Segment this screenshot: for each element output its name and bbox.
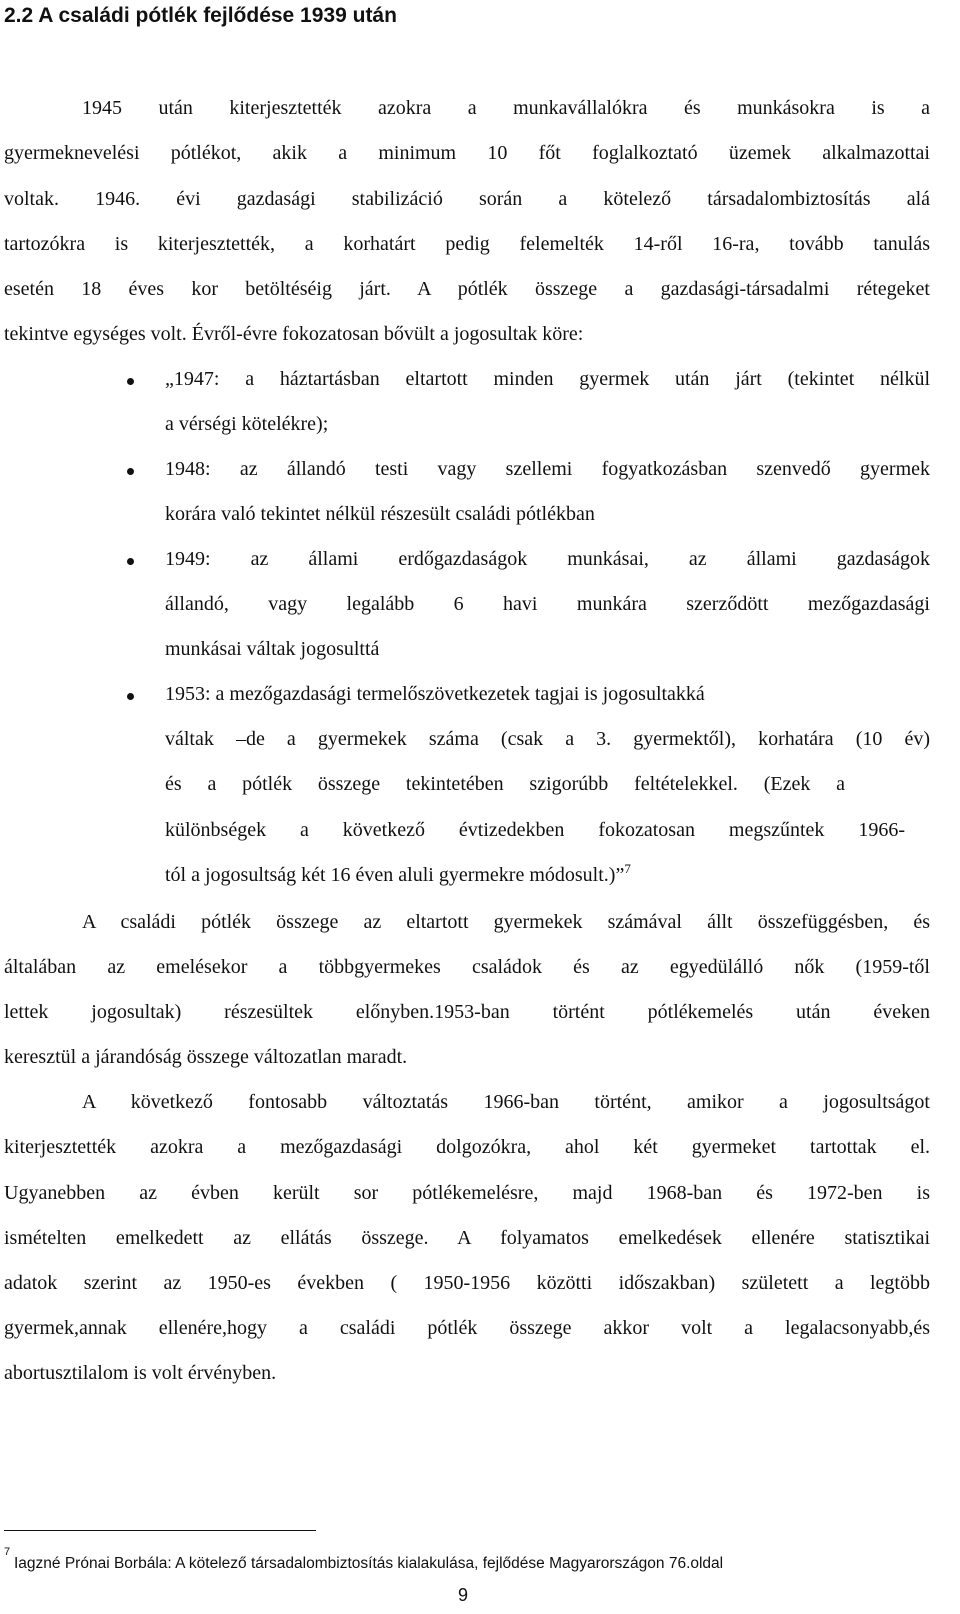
text-line: gyermeknevelési pótlékot, akik a minimum 10 főt foglalkoztató üzemek alkalmazottai — [4, 142, 930, 164]
list-item-line — [165, 863, 631, 887]
text-line: ismételten emelkedett az ellátás összege. A folyamatos emelkedések ellenére statisztikai — [4, 1227, 930, 1249]
list-item-line: különbségek a következő évtizedekben fokozatosan megszűntek 1966- — [165, 819, 905, 841]
text-line: általában az emelésekor a többgyermekes családok és az egyedülálló nők (1959-től — [4, 956, 930, 978]
text-line: keresztül a járandóság összege változatlan maradt. — [4, 1046, 408, 1068]
text-line: Ugyanebben az évben került sor pótlékemelésre, majd 1968-ban és 1972-ben is — [4, 1182, 930, 1204]
page-number: 9 — [458, 1585, 469, 1605]
text-line: A családi pótlék összege az eltartott gyermekek számával állt összefüggésben, és — [82, 911, 930, 933]
list-item-line: állandó, vagy legalább 6 havi munkára szerződött mezőgazdasági — [165, 593, 930, 615]
bullet-icon — [127, 558, 134, 565]
list-item-line: 1949: az állami erdőgazdaságok munkásai, az állami gazdaságok — [165, 548, 930, 570]
text-line: tekintve egységes volt. Évről-évre fokozatosan bővült a jogosultak köre: — [4, 323, 584, 345]
footnote-text: Iagzné Prónai Borbála: A kötelező társadalombiztosítás kialakulása, fejlődése Magyarországon 76.oldal — [14, 1555, 724, 1572]
list-item-line: „1947: a háztartásban eltartott minden gyermek után járt (tekintet nélkül — [165, 368, 930, 390]
list-item-line: a vérségi kötelékre); — [165, 413, 329, 435]
text-line: abortusztilalom is volt érvényben. — [4, 1362, 277, 1384]
text-line: gyermek,annak ellenére,hogy a családi pótlék összege akkor volt a legalacsonyabb,és — [4, 1317, 930, 1339]
bullet-icon — [127, 378, 134, 385]
list-item-line: és a pótlék összege tekintetében szigorúbb feltételekkel. (Ezek a — [165, 773, 845, 795]
text-line: adatok szerint az 1950-es években ( 1950-1956 közötti időszakban) született a legtöbb — [4, 1272, 930, 1294]
text-line: lettek jogosultak) részesültek előnyben.1953-ban történt pótlékemelés után éveken — [4, 1001, 930, 1023]
text-line: 1945 után kiterjesztették azokra a munkavállalókra és munkásokra is a — [82, 97, 930, 119]
footnote-divider — [4, 1530, 316, 1531]
text-line: kiterjesztették azokra a mezőgazdasági dolgozókra, ahol két gyermeket tartottak el. — [4, 1136, 930, 1158]
section-heading: 2.2 A családi pótlék fejlődése 1939 után — [4, 4, 397, 27]
footnote-number: 7 — [4, 1546, 11, 1558]
footnote-reference[interactable]: 7 — [624, 861, 631, 876]
bullet-icon — [127, 468, 134, 475]
text-line: voltak. 1946. évi gazdasági stabilizáció során a kötelező társadalombiztosítás alá — [4, 188, 930, 210]
list-item-line: 1953: a mezőgazdasági termelőszövetkezetek tagjai is jogosultakká — [165, 683, 705, 705]
text-line: A következő fontosabb változtatás 1966-ban történt, amikor a jogosultságot — [82, 1091, 930, 1113]
list-item-line: váltak –de a gyermekek száma (csak a 3. gyermektől), korhatára (10 év) — [165, 728, 930, 750]
list-item-line: korára való tekintet nélkül részesült családi pótlékban — [165, 503, 595, 525]
text-line: tartozókra is kiterjesztették, a korhatárt pedig felemelték 14-ről 16-ra, tovább tanulás — [4, 233, 930, 255]
list-item-line: 1948: az állandó testi vagy szellemi fogyatkozásban szenvedő gyermek — [165, 458, 930, 480]
list-item-line: munkásai váltak jogosulttá — [165, 638, 380, 660]
text-line: esetén 18 éves kor betöltéséig járt. A pótlék összege a gazdasági-társadalmi rétegeket — [4, 278, 930, 300]
bullet-icon — [127, 693, 134, 700]
list-item-text: tól a jogosultság két 16 éven aluli gyermekre módosult.)” — [165, 864, 625, 886]
